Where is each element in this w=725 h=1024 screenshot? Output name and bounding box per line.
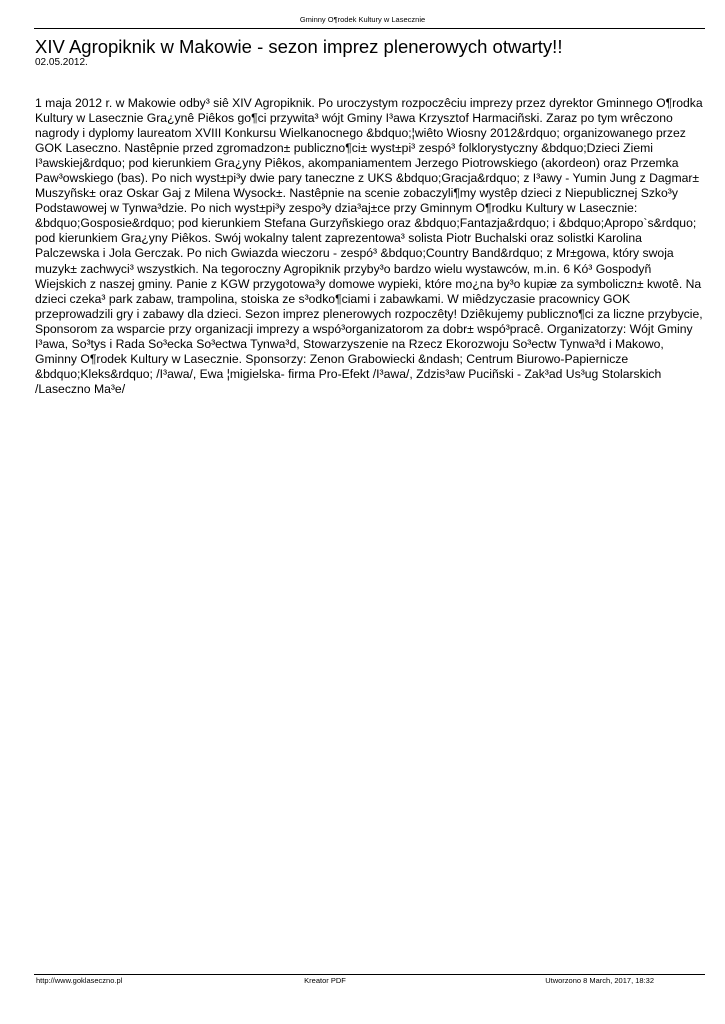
article-date: 02.05.2012. [35, 57, 88, 68]
footer-url[interactable]: http://www.goklaseczno.pl [36, 976, 123, 985]
article [35, 37, 705, 397]
article-title: XIV Agropiknik w Makowie - sezon imprez plenerowych otwarty!! [35, 36, 563, 57]
article-body: 1 maja 2012 r. w Makowie odby³ siê XIV Agropiknik. Po uroczystym rozpoczêciu imprezy przez dyrektor Gminnego O¶rodka Kultury w Lasecznie Gra¿ynê Piêkos go¶ci przywita³ wójt Gminy I³awa Krzysztof Harmaciñski. Zaraz po tym wrêczono nagrody i dyplomy laureatom XVIII Konkursu Wielkanocnego &bdquo;¦wiêto Wiosny 2012&rdquo; organizowanego przez GOK Laseczno. Nastêpnie przed zgromadzon± publiczno¶ci± wyst±pi³ zespó³ folklorystyczny &bdquo;Dzieci Ziemi I³awskiej&rdquo; pod kierunkiem Gra¿yny Piêkos, akompaniamentem Jerzego Piotrowskiego (akordeon) oraz Przemka Paw³owskiego (bas). Po nich wyst±pi³y dwie pary taneczne z UKS &bdquo;Gracja&rdquo; z I³awy - Yumin Jung z Dagmar± Muszyñsk± oraz Oskar Gaj z Milena Wysock±. Nastêpnie na scenie zobaczyli¶my wystêp dzieci z Niepublicznej Szko³y Podstawowej w Tynwa³dzie. Po nich wyst±pi³y zespo³y dzia³aj±ce przy Gminnym O¶rodku Kultury w Lasecznie: &bdquo;Gosposie&rdquo; pod kierunkiem Stefana Gurzyñskiego oraz &bdquo;Fantazja&rdquo; i &bdquo;Apropo`s&rdquo; pod kierunkiem Gra¿yny Piêkos. Swój wokalny talent zaprezentowa³ solista Piotr Buchalski oraz solistki Karolina Palczewska i Jola Gerczak. Po nich Gwiazda wieczoru - zespó³ &bdquo;Country Band&rdquo; z Mr±gowa, który swoja muzyk± zachwyci³ wszystkich. Na tegoroczny Agropiknik przyby³o bardzo wielu wystawców, m.in. 6 Kó³ Gospodyñ Wiejskich z naszej gminy. Panie z KGW przygotowa³y domowe wypieki, które mo¿na by³o kupiæ za symboliczn± kwotê. Na dzieci czeka³ park zabaw, trampolina, stoiska ze s³odko¶ciami i zabawkami. W miêdzyczasie pracownicy GOK przeprowadzili gry i zabawy dla dzieci. Sezon imprez plenerowych rozpoczêty! Dziêkujemy publiczno¶ci za liczne przybycie, Sponsorom za wsparcie przy organizacji imprezy a wspó³organizatorom za dobr± wspó³pracê. Organizatorzy: Wójt Gminy I³awa, So³tys i Rada So³ecka So³ectwa Tynwa³d, Stowarzyszenie na Rzecz Ekorozwoju So³ectw Tynwa³d i Makowo, Gminny O¶rodek Kultury w Lasecznie. Sponsorzy: Zenon Grabowiecki &ndash; Centrum Biurowo-Papiernicze &bdquo;Kleks&rdquo; /I³awa/, Ewa ¦migielska- firma Pro-Efekt /I³awa/, Zdzis³aw Puciñski - Zak³ad Us³ug Stolarskich /Laseczno Ma³e/ [35, 96, 703, 396]
footer-generator: Kreator PDF [304, 976, 346, 985]
header-divider [34, 28, 705, 29]
footer-divider [34, 974, 705, 975]
footer-created-date: Utworzono 8 March, 2017, 18:32 [545, 976, 654, 985]
page-header: Gminny O¶rodek Kultury w Lasecznie [299, 15, 426, 24]
